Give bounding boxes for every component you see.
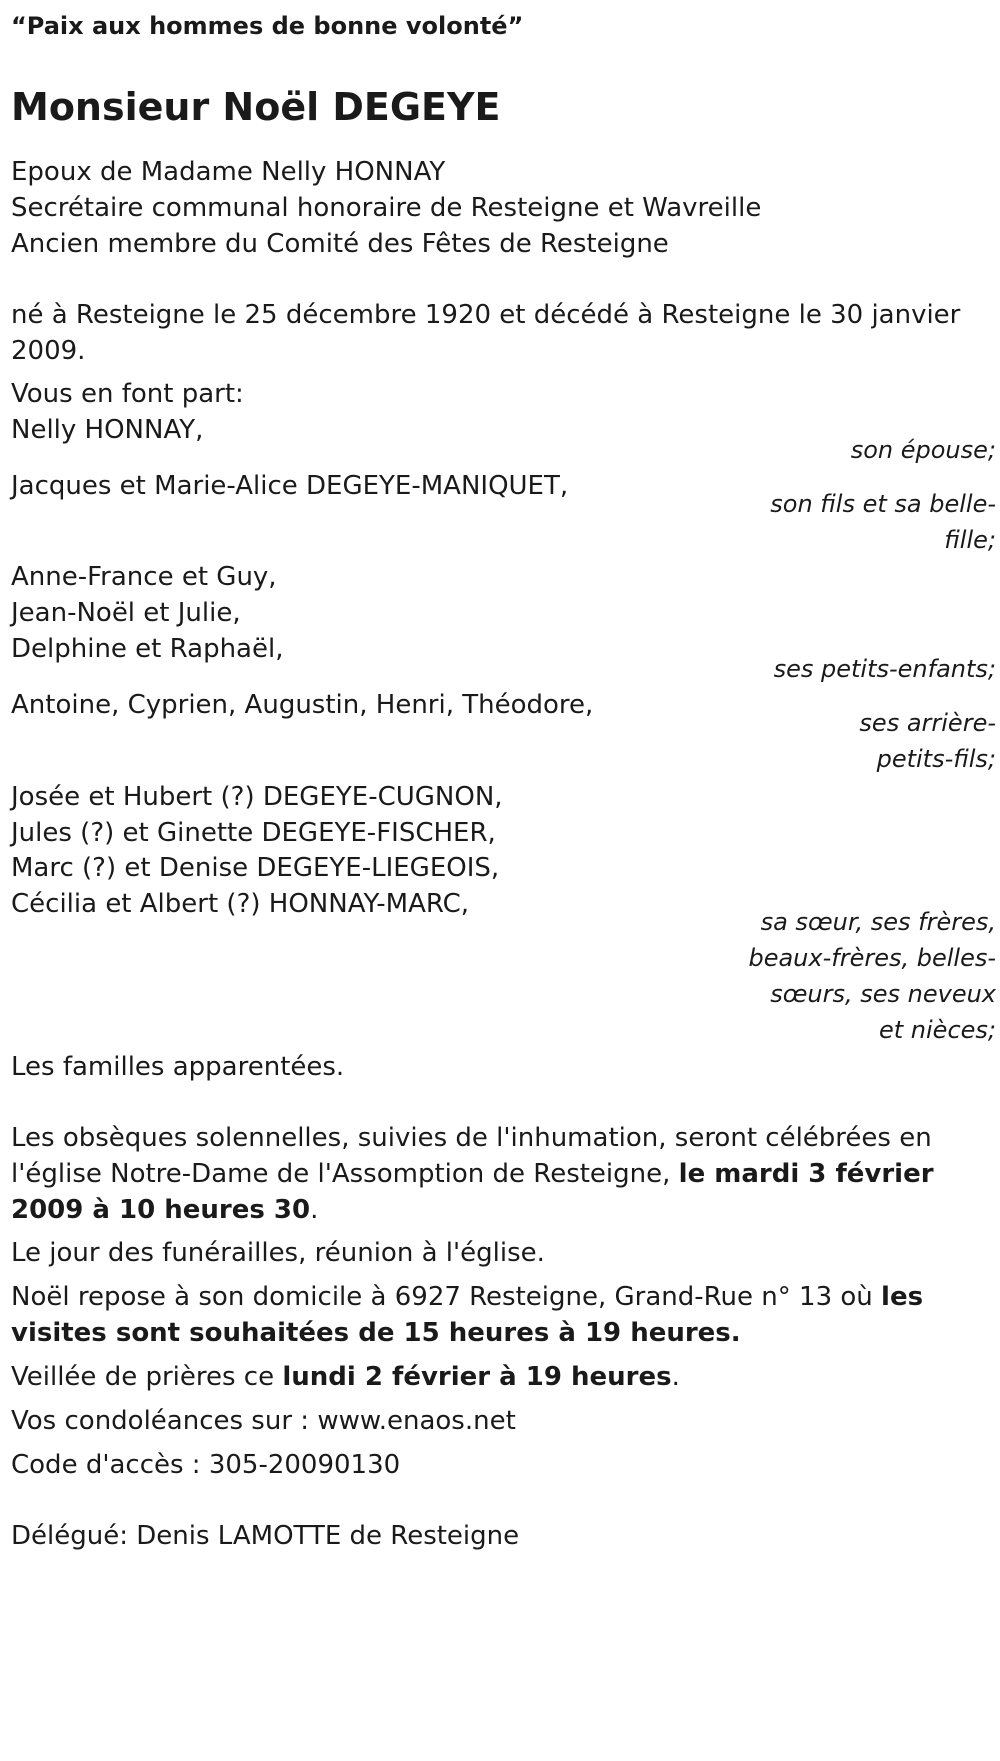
family-relation bbox=[716, 705, 996, 777]
related-families: Les familles apparentées. bbox=[11, 1052, 345, 1082]
family-member: Josée et Hubert (?) DEGEYE-CUGNON, bbox=[11, 782, 503, 812]
family-member: Anne-France et Guy, bbox=[11, 562, 277, 592]
family-relation-line: sa sœur, ses frères, bbox=[760, 908, 996, 936]
family-relation-line: ses petits-enfants; bbox=[773, 655, 996, 683]
family-relation-line: beaux-frères, belles- bbox=[748, 944, 996, 972]
title-line: Secrétaire communal honoraire de Resteigne et Wavreille bbox=[11, 193, 762, 223]
visits-hours: visites sont souhaitées de 15 heures à 19 heures. bbox=[11, 1318, 741, 1348]
condolences-line: Vos condoléances sur : www.enaos.net bbox=[11, 1406, 516, 1436]
visits-bold: les bbox=[881, 1282, 924, 1312]
funeral-text: l'église Notre-Dame de l'Assomption de Resteigne, bbox=[11, 1159, 679, 1189]
family-relation-line: et nièces; bbox=[879, 1016, 996, 1044]
family-member: Jules (?) et Ginette DEGEYE-FISCHER, bbox=[11, 818, 496, 848]
family-member: Nelly HONNAY, bbox=[11, 415, 204, 445]
family-relation bbox=[716, 904, 996, 1048]
funeral-line: Les obsèques solennelles, suivies de l'inhumation, seront célébrées en bbox=[11, 1123, 932, 1153]
family-relation-line: fille; bbox=[944, 526, 996, 554]
funeral-date: le mardi 3 février bbox=[678, 1159, 934, 1189]
reunion-note: Le jour des funérailles, réunion à l'église. bbox=[11, 1238, 545, 1268]
vigil-date: lundi 2 février à 19 heures bbox=[282, 1362, 672, 1392]
family-member: Antoine, Cyprien, Augustin, Henri, Théodore, bbox=[11, 690, 594, 720]
family-relation bbox=[716, 486, 996, 558]
family-relation-line: sœurs, ses neveux bbox=[770, 980, 996, 1008]
family-member: Jean-Noël et Julie, bbox=[11, 598, 241, 628]
family-member: Delphine et Raphaël, bbox=[11, 634, 284, 664]
visits-text: Noël repose à son domicile à 6927 Resteigne, Grand-Rue n° 13 où bbox=[11, 1282, 882, 1312]
vigil-text: Veillée de prières ce bbox=[11, 1362, 283, 1392]
family-member: Marc (?) et Denise DEGEYE-LIEGEOIS, bbox=[11, 853, 500, 883]
funeral-line bbox=[11, 1154, 934, 1194]
title-line: Ancien membre du Comité des Fêtes de Resteigne bbox=[11, 229, 669, 259]
funeral-time: 2009 à 10 heures 30 bbox=[11, 1195, 311, 1225]
funeral-line bbox=[11, 1190, 318, 1230]
vigil-line bbox=[11, 1357, 680, 1397]
announce-intro: Vous en font part: bbox=[11, 379, 244, 409]
delegate-line: Délégué: Denis LAMOTTE de Resteigne bbox=[11, 1521, 520, 1551]
deceased-name: Monsieur Noël DEGEYE bbox=[11, 85, 501, 129]
birth-death-line: né à Resteigne le 25 décembre 1920 et décédé à Resteigne le 30 janvier bbox=[11, 300, 961, 330]
family-relation bbox=[716, 649, 996, 689]
title-line: Epoux de Madame Nelly HONNAY bbox=[11, 157, 446, 187]
visits-line bbox=[11, 1277, 923, 1317]
family-relation-line: son épouse; bbox=[850, 436, 996, 464]
family-relation bbox=[716, 430, 996, 470]
funeral-text: . bbox=[310, 1195, 319, 1225]
access-code-line: Code d'accès : 305-20090130 bbox=[11, 1450, 401, 1480]
vigil-end: . bbox=[671, 1362, 680, 1392]
family-member: Cécilia et Albert (?) HONNAY-MARC, bbox=[11, 889, 470, 919]
family-relation-line: son fils et sa belle- bbox=[770, 490, 996, 518]
family-relation-line: petits-fils; bbox=[876, 745, 996, 773]
motto: “Paix aux hommes de bonne volonté” bbox=[11, 12, 524, 40]
family-member: Jacques et Marie-Alice DEGEYE-MANIQUET, bbox=[11, 471, 569, 501]
birth-death-line: 2009. bbox=[11, 336, 86, 366]
family-relation-line: ses arrière- bbox=[859, 709, 996, 737]
